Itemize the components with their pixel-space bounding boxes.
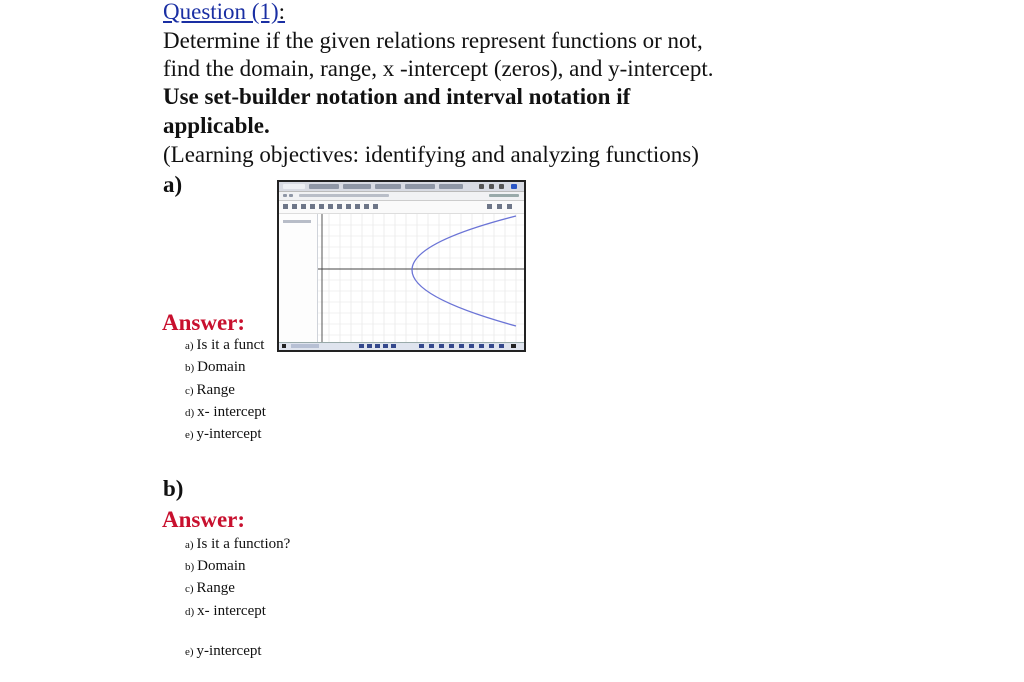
parabola-curve xyxy=(412,216,516,326)
taskbar xyxy=(279,342,524,350)
part-b-item: d) x- intercept xyxy=(185,603,266,619)
part-a-item: e) y-intercept xyxy=(185,426,262,442)
part-b-item: e) y-intercept xyxy=(185,643,262,659)
instructions-line-2: find the domain, range, x -intercept (zeros), and y-intercept. xyxy=(163,56,714,81)
part-a-label: a) xyxy=(163,172,183,197)
part-b-item: b) Domain xyxy=(185,558,246,574)
part-a-answer-label: Answer: xyxy=(162,310,246,335)
learning-objectives: (Learning objectives: identifying and analyzing functions) xyxy=(163,142,699,167)
part-b-item: c) Range xyxy=(185,580,235,596)
part-a-item: b) Domain xyxy=(185,359,246,375)
part-b-label: b) xyxy=(163,476,184,501)
parabola-graph xyxy=(318,214,524,346)
browser-tab-bar xyxy=(279,182,524,192)
part-b-item: a) Is it a function? xyxy=(185,536,291,552)
instructions-line-1: Determine if the given relations represent functions or not, xyxy=(163,28,703,53)
graph-screenshot xyxy=(277,180,526,352)
graph-toolbar xyxy=(279,201,524,214)
question-title: Question (1): xyxy=(163,0,286,24)
part-a-item: c) Range xyxy=(185,382,235,398)
part-a-item: a) Is it a funct xyxy=(185,337,265,353)
part-b-answer-label: Answer: xyxy=(162,507,246,532)
instructions-bold-line-1: Use set-builder notation and interval notation if xyxy=(163,84,631,109)
part-a-item: d) x- intercept xyxy=(185,404,266,420)
algebra-panel xyxy=(279,214,318,350)
address-bar xyxy=(279,192,524,201)
instructions-bold-line-2: applicable. xyxy=(163,113,270,138)
